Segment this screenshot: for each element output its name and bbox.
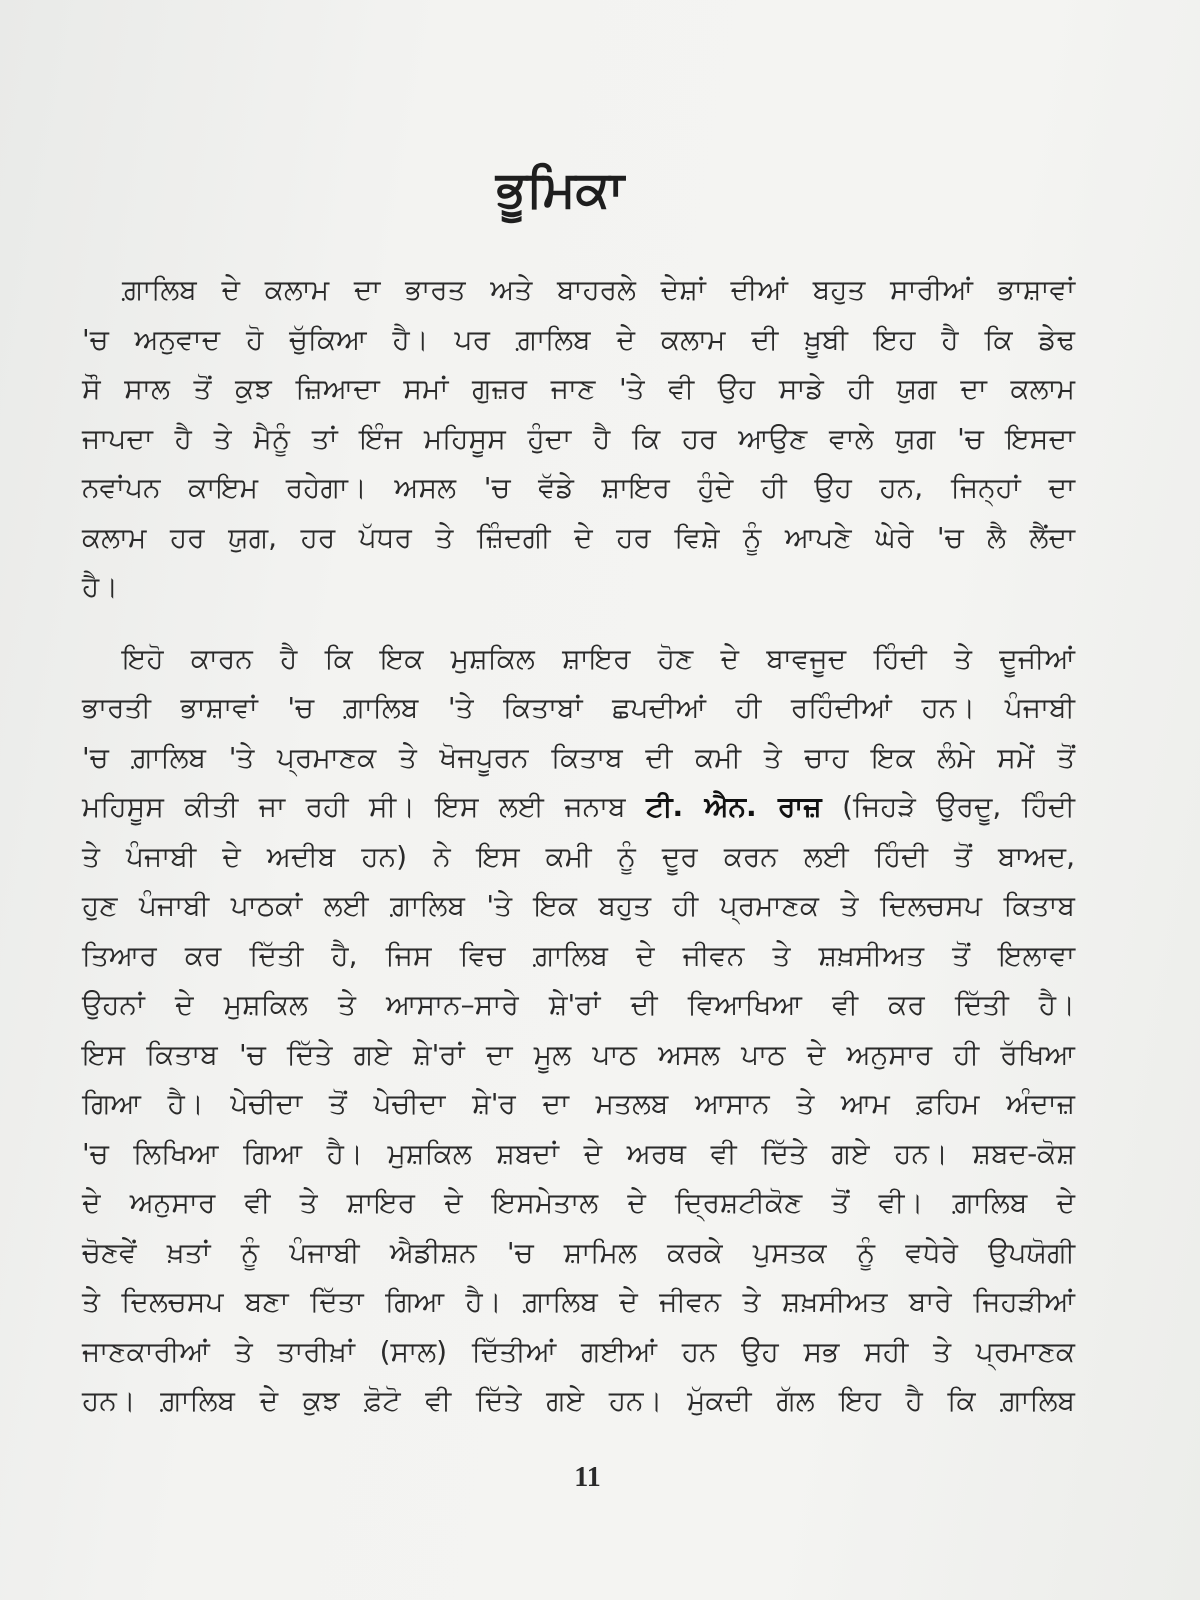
author-name: ਟੀ. ਐਨ. ਰਾਜ਼ [646, 790, 822, 823]
page-number: 11 [574, 1462, 601, 1493]
text-line [82, 782, 1075, 832]
paragraph-gap [82, 612, 1075, 634]
text-line: ਭਾਰਤੀ ਭਾਸ਼ਾਵਾਂ 'ਚ ਗ਼ਾਲਿਬ 'ਤੇ ਕਿਤਾਬਾਂ ਛਪਦੀਆਂ ਹੀ ਰਹਿੰਦੀਆਂ ਹਨ। ਪੰਜਾਬੀ [82, 691, 1075, 724]
text-line: ਹੁਣ ਪੰਜਾਬੀ ਪਾਠਕਾਂ ਲਈ ਗ਼ਾਲਿਬ 'ਤੇ ਇਕ ਬਹੁਤ ਹੀ ਪ੍ਰਮਾਣਕ ਤੇ ਦਿਲਚਸਪ ਕਿਤਾਬ [82, 889, 1075, 922]
text-segment: ਮਹਿਸੂਸ ਕੀਤੀ ਜਾ ਰਹੀ ਸੀ। ਇਸ ਲਈ ਜਨਾਬ [82, 790, 647, 823]
text-line: ਤਿਆਰ ਕਰ ਦਿੱਤੀ ਹੈ, ਜਿਸ ਵਿਚ ਗ਼ਾਲਿਬ ਦੇ ਜੀਵਨ ਤੇ ਸ਼ਖ਼ਸੀਅਤ ਤੋਂ ਇਲਾਵਾ [82, 938, 1075, 972]
text-line: ਹਨ। ਗ਼ਾਲਿਬ ਦੇ ਕੁਝ ਫ਼ੋਟੋ ਵੀ ਦਿੱਤੇ ਗਏ ਹਨ। ਮੁੱਕਦੀ ਗੱਲ ਇਹ ਹੈ ਕਿ ਗ਼ਾਲਿਬ [82, 1384, 1075, 1417]
text-segment: (ਜਿਹੜੇ ਉਰਦੂ, ਹਿੰਦੀ [821, 790, 1075, 823]
text-line: ਉਹਨਾਂ ਦੇ ਮੁਸ਼ਕਿਲ ਤੇ ਆਸਾਨ–ਸਾਰੇ ਸ਼ੇ'ਰਾਂ ਦੀ ਵਿਆਖਿਆ ਵੀ ਕਰ ਦਿੱਤੀ ਹੈ। [82, 988, 1075, 1021]
text-line: ਗ਼ਾਲਿਬ ਦੇ ਕਲਾਮ ਦਾ ਭਾਰਤ ਅਤੇ ਬਾਹਰਲੇ ਦੇਸ਼ਾਂ ਦੀਆਂ ਬਹੁਤ ਸਾਰੀਆਂ ਭਾਸ਼ਾਵਾਂ [122, 273, 1075, 306]
text-line: ਇਹੋ ਕਾਰਨ ਹੈ ਕਿ ਇਕ ਮੁਸ਼ਕਿਲ ਸ਼ਾਇਰ ਹੋਣ ਦੇ ਬਾਵਜੂਦ ਹਿੰਦੀ ਤੇ ਦੂਜੀਆਂ [122, 641, 1075, 675]
text-line: ਨਵਾਂਪਨ ਕਾਇਮ ਰਹੇਗਾ। ਅਸਲ 'ਚ ਵੱਡੇ ਸ਼ਾਇਰ ਹੁੰਦੇ ਹੀ ਉਹ ਹਨ, ਜਿਨ੍ਹਾਂ ਦਾ [82, 471, 1075, 504]
text-line: 'ਚ ਗ਼ਾਲਿਬ 'ਤੇ ਪ੍ਰਮਾਣਕ ਤੇ ਖੋਜਪੂਰਨ ਕਿਤਾਬ ਦੀ ਕਮੀ ਤੇ ਚਾਹ ਇਕ ਲੰਮੇ ਸਮੇਂ ਤੋਂ [82, 740, 1075, 774]
text-line: 'ਚ ਲਿਖਿਆ ਗਿਆ ਹੈ। ਮੁਸ਼ਕਿਲ ਸ਼ਬਦਾਂ ਦੇ ਅਰਥ ਵੀ ਦਿੱਤੇ ਗਏ ਹਨ। ਸ਼ਬਦ-ਕੋਸ਼ [82, 1136, 1075, 1170]
text-line: ਚੋਣਵੇਂ ਖ਼ਤਾਂ ਨੂੰ ਪੰਜਾਬੀ ਐਡੀਸ਼ਨ 'ਚ ਸ਼ਾਮਿਲ ਕਰਕੇ ਪੁਸਤਕ ਨੂੰ ਵਧੇਰੇ ਉਪਯੋਗੀ [82, 1235, 1075, 1269]
text-line: ਹੈ। [82, 570, 119, 603]
text-line: ਜਾਣਕਾਰੀਆਂ ਤੇ ਤਾਰੀਖ਼ਾਂ (ਸਾਲ) ਦਿੱਤੀਆਂ ਗਈਆਂ ਹਨ ਉਹ ਸਭ ਸਹੀ ਤੇ ਪ੍ਰਮਾਣਕ [82, 1334, 1075, 1368]
text-line: ਇਸ ਕਿਤਾਬ 'ਚ ਦਿੱਤੇ ਗਏ ਸ਼ੇ'ਰਾਂ ਦਾ ਮੂਲ ਪਾਠ ਅਸਲ ਪਾਠ ਦੇ ਅਨੁਸਾਰ ਹੀ ਰੱਖਿਆ [82, 1037, 1075, 1071]
text-line: ਸੌ ਸਾਲ ਤੋਂ ਕੁਝ ਜ਼ਿਆਦਾ ਸਮਾਂ ਗੁਜ਼ਰ ਜਾਣ 'ਤੇ ਵੀ ਉਹ ਸਾਡੇ ਹੀ ਯੁਗ ਦਾ ਕਲਾਮ [82, 372, 1075, 405]
text-line: ਤੇ ਦਿਲਚਸਪ ਬਣਾ ਦਿੱਤਾ ਗਿਆ ਹੈ। ਗ਼ਾਲਿਬ ਦੇ ਜੀਵਨ ਤੇ ਸ਼ਖ਼ਸੀਅਤ ਬਾਰੇ ਜਿਹੜੀਆਂ [82, 1285, 1075, 1318]
text-line: ਤੇ ਪੰਜਾਬੀ ਦੇ ਅਦੀਬ ਹਨ) ਨੇ ਇਸ ਕਮੀ ਨੂੰ ਦੂਰ ਕਰਨ ਲਈ ਹਿੰਦੀ ਤੋਂ ਬਾਅਦ, [82, 839, 1075, 873]
body-text [82, 265, 1075, 1426]
text-line: ਗਿਆ ਹੈ। ਪੇਚੀਦਾ ਤੋਂ ਪੇਚੀਦਾ ਸ਼ੇ'ਰ ਦਾ ਮਤਲਬ ਆਸਾਨ ਤੇ ਆਮ ਫ਼ਹਿਮ ਅੰਦਾਜ਼ [82, 1087, 1075, 1120]
text-line: 'ਚ ਅਨੁਵਾਦ ਹੋ ਚੁੱਕਿਆ ਹੈ। ਪਰ ਗ਼ਾਲਿਬ ਦੇ ਕਲਾਮ ਦੀ ਖ਼ੂਬੀ ਇਹ ਹੈ ਕਿ ਡੇਢ [82, 322, 1075, 356]
text-line: ਕਲਾਮ ਹਰ ਯੁਗ, ਹਰ ਪੱਧਰ ਤੇ ਜ਼ਿੰਦਗੀ ਦੇ ਹਰ ਵਿਸ਼ੇ ਨੂੰ ਆਪਣੇ ਘੇਰੇ 'ਚ ਲੈ ਲੈਂਦਾ [82, 520, 1075, 554]
page-title: ਭੂਮਿਕਾ [495, 160, 625, 218]
text-line: ਜਾਪਦਾ ਹੈ ਤੇ ਮੈਨੂੰ ਤਾਂ ਇੰਜ ਮਹਿਸੂਸ ਹੁੰਦਾ ਹੈ ਕਿ ਹਰ ਆਉਣ ਵਾਲੇ ਯੁਗ 'ਚ ਇਸਦਾ [82, 421, 1075, 455]
text-line: ਦੇ ਅਨੁਸਾਰ ਵੀ ਤੇ ਸ਼ਾਇਰ ਦੇ ਇਸਮੇਤਾਲ ਦੇ ਦ੍ਰਿਸ਼ਟੀਕੋਣ ਤੋਂ ਵੀ। ਗ਼ਾਲਿਬ ਦੇ [82, 1186, 1075, 1219]
